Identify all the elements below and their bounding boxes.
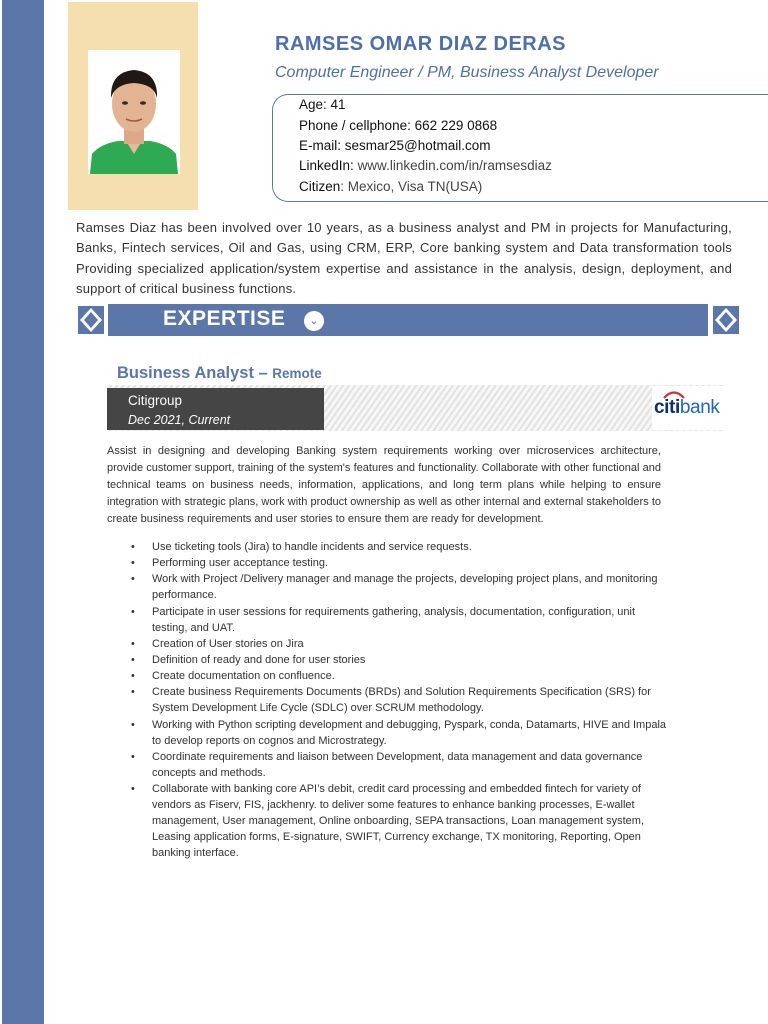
list-item-text: Use ticketing tools (Jira) to handle incidents and service requests.: [152, 541, 472, 553]
list-item-text: Coordinate requirements and liaison between Development, data management and data governance concepts and methods.: [152, 750, 643, 779]
list-item: [131, 652, 671, 668]
company-block: [107, 388, 324, 430]
contact-email[interactable]: [299, 138, 491, 153]
bullet-icon: •: [131, 653, 135, 666]
contact-citizen-value: : Mexico, Visa TN(USA): [340, 179, 483, 194]
bullet-icon: •: [131, 718, 135, 731]
contact-age: [299, 97, 346, 112]
contact-citizen: [299, 179, 482, 194]
list-item: [131, 604, 671, 636]
logo-bank-text: bank: [679, 397, 720, 418]
sidebar-stripe: [2, 0, 44, 1024]
list-item: [131, 571, 671, 603]
list-item-text: Participate in user sessions for requirements gathering, analysis, documentation, configuration, unit testing, and UAT.: [152, 605, 636, 634]
bullet-icon: •: [131, 557, 135, 570]
company-dates: Dec 2021, Current: [128, 413, 231, 427]
bullet-icon: •: [131, 782, 135, 795]
diamond-right-icon: [713, 306, 739, 334]
job-role: Business Analyst –: [117, 364, 268, 382]
list-item-text: Performing user acceptance testing.: [152, 557, 329, 570]
list-item-text: Create business Requirements Documents (BRDs) and Solution Requirements Specification (SRS) for System Development Life Cycle (SDLC) over SCRUM methodology.: [152, 686, 651, 715]
bullet-icon: •: [131, 686, 135, 699]
profile-photo: [88, 50, 180, 174]
candidate-title: Computer Engineer / PM, Business Analyst Developer: [275, 64, 659, 81]
job-description: Assist in designing and developing Banking system requirements working over microservices architecture, provide customer support, training of the system's features and functionality. Collaborate with other functional and technical teams on business needs, information, applications, and long term plans while helping to ensure integration with strategic plans, work with product ownership as well as other internal and external stakeholders to create business requirements and user stories to ensure them are ready for development.: [107, 445, 661, 525]
bullet-icon: •: [131, 750, 135, 763]
list-item-text: Working with Python scripting development and debugging, Pyspark, conda, Datamarts, HIVE and Impala to develop reports on cognos and Microstrategy.: [152, 718, 667, 747]
list-item: [131, 555, 671, 571]
bullet-icon: •: [131, 573, 135, 586]
citibank-logo: [652, 386, 725, 430]
list-item-text: Creation of User stories on Jira: [152, 637, 304, 650]
job-location: Remote: [272, 366, 322, 381]
list-item-text: Work with Project /Delivery manager and manage the projects, developing project plans, and monitoring performance.: [152, 573, 658, 602]
contact-linkedin[interactable]: [299, 158, 552, 173]
list-item: [131, 717, 671, 749]
contact-phone: [299, 118, 497, 133]
logo-wordmark: [654, 397, 719, 419]
candidate-name: RAMSES OMAR DIAZ DERAS: [275, 33, 567, 55]
photo-panel: [68, 2, 198, 210]
contact-email-label: E-mail: sesmar25@hotmail.com: [299, 138, 491, 153]
contact-citizen-label: Citizen: [299, 179, 341, 194]
list-item: [131, 749, 671, 781]
list-item-text: Definition of ready and done for user stories: [152, 653, 366, 666]
contact-phone-label: Phone / cellphone: 662 229 0868: [299, 118, 498, 133]
bullet-icon: •: [131, 541, 135, 553]
section-title: EXPERTISE: [163, 307, 286, 330]
list-item: [131, 668, 671, 684]
list-item: [131, 684, 671, 716]
contact-linkedin-value[interactable]: www.linkedin.com/in/ramsesdiaz: [357, 158, 552, 173]
responsibilities-list: [131, 539, 671, 861]
contact-linkedin-label: LinkedIn:: [299, 158, 354, 173]
job-heading: [117, 364, 322, 383]
company-name: Citigroup: [128, 393, 183, 408]
contact-age-label: Age: 41: [299, 97, 346, 112]
list-item: [131, 636, 671, 652]
bullet-icon: •: [131, 605, 135, 618]
bullet-icon: •: [131, 637, 135, 650]
logo-citi-text: citi: [654, 397, 680, 418]
bullet-icon: •: [131, 670, 135, 683]
list-item: [131, 539, 671, 555]
diamond-left-icon: [78, 306, 104, 334]
list-item: [131, 781, 671, 861]
list-item-text: Create documentation on confluence.: [152, 670, 335, 683]
chevron-down-icon[interactable]: ⌄: [304, 311, 324, 331]
list-item-text: Collaborate with banking core API’s debit, credit card processing and embedded fintech for variety of vendors as Fiserv, FIS, jackhenry. to deliver some features to enhance banking processes, E-wallet management, User management, Online onboarding, SEPA transactions, Loan management system, Leasing application forms, E-signature, SWIFT, Currency exchange, TX monitoring, Reporting, Open banking interface.: [152, 782, 645, 859]
expertise-section-bar: [108, 304, 708, 336]
profile-summary: Ramses Diaz has been involved over 10 years, as a business analyst and PM in projects for Manufacturing, Banks, Fintech services, Oil and Gas, using CRM, ERP, Core banking system and Data transformation tools Providing specialized application/system expertise and assistance in the analysis, design, deployment, and support of critical business functions.: [76, 220, 732, 296]
